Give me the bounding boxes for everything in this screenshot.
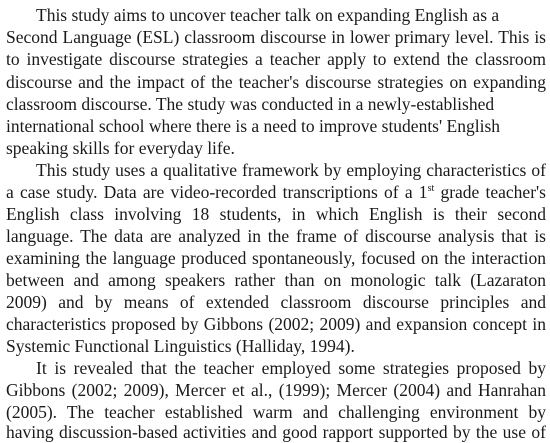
paragraph-2-line-5: examining the language produced spontaneously, focused on the interaction [6, 248, 546, 268]
paragraph-2-line-6: between and among speakers rather than on monologic talk (Lazaraton [6, 270, 546, 290]
paragraph-2-line-2-tail: grade teacher's [434, 182, 546, 202]
paragraph-2-line-3: English class involving 18 students, in which English is their second [6, 204, 546, 224]
paragraph-1-line-5: classroom discourse. The study was conducted in a newly-established [6, 94, 495, 114]
paragraph-2-line-7: 2009) and by means of extended classroom discourse principles and [6, 292, 546, 312]
paragraph-1-line-7: speaking skills for everyday life. [6, 138, 235, 158]
paragraph-3-line-3: (2005). The teacher established warm and challenging environment by [6, 402, 546, 422]
paragraph-2-line-9: Systemic Functional Linguistics (Halliday, 1994). [6, 336, 355, 356]
paragraph-3-line-4: having discussion-based activities and good rapport supported by the use of [6, 422, 546, 442]
paragraph-3-line-1: It is revealed that the teacher employed some strategies proposed by [36, 358, 546, 378]
paragraph-2-line-2 [6, 181, 546, 203]
paragraph-2-line-4: language. The data are analyzed in the frame of discourse analysis that is [6, 226, 546, 246]
paragraph-1-line-4: discourse and the impact of the teacher's discourse strategies on expanding [6, 72, 546, 92]
paragraph-2-line-2-text: a case study. Data are video-recorded transcriptions of a 1 [6, 182, 428, 202]
ordinal-superscript: st [427, 183, 435, 194]
paragraph-2-line-1: This study uses a qualitative framework by employing characteristics of [36, 160, 546, 180]
paragraph-1-line-1: This study aims to uncover teacher talk on expanding English as a [36, 5, 500, 25]
paragraph-2-line-8: characteristics proposed by Gibbons (2002; 2009) and expansion concept in [6, 314, 546, 334]
paragraph-3-line-2: Gibbons (2002; 2009), Mercer et al., (1999); Mercer (2004) and Hanrahan [6, 380, 546, 400]
paragraph-1-line-6: international school where there is a need to improve students' English [6, 116, 500, 136]
paragraph-1-line-2: Second Language (ESL) classroom discourse in lower primary level. This is [6, 27, 546, 47]
paragraph-1-line-3: to investigate discourse strategies a teacher apply to extend the classroom [6, 49, 546, 69]
